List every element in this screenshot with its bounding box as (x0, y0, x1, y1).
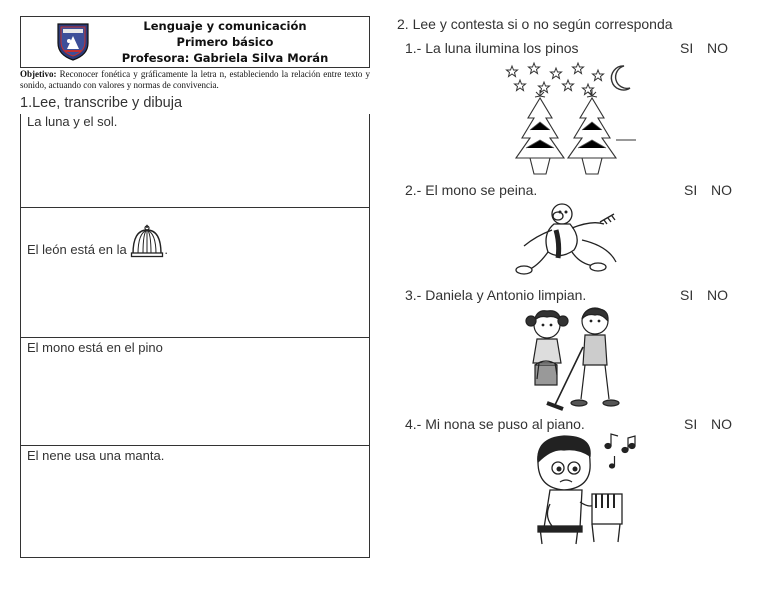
objective-label: Objetivo: (20, 69, 57, 79)
grade-title: Primero básico (176, 35, 274, 49)
section1-title: 1.Lee, transcribe y dibuja (20, 95, 183, 111)
question-1: 1.- La luna ilumina los pinos (405, 40, 579, 56)
monkey-combing-icon (512, 200, 624, 278)
q1-yes-option[interactable]: SI (680, 40, 694, 56)
q4-no-option[interactable]: NO (711, 416, 732, 432)
question-4: 4.- Mi nona se puso al piano. (405, 416, 585, 432)
question-3: 3.- Daniela y Antonio limpian. (405, 287, 587, 303)
writing-box-2[interactable] (20, 208, 370, 338)
sentence-4: El nene usa una manta. (27, 448, 165, 463)
q4-yes-option[interactable]: SI (684, 416, 698, 432)
birdcage-icon (130, 224, 164, 258)
subject-title: Lenguaje y comunicación (143, 19, 307, 33)
q1-no-option[interactable]: NO (707, 40, 728, 56)
writing-box-3[interactable] (20, 338, 370, 446)
q3-no-option[interactable]: NO (707, 287, 728, 303)
question-2: 2.- El mono se peina. (405, 182, 538, 198)
sentence-2-line (27, 224, 168, 258)
child-piano-icon (530, 432, 642, 548)
sentence-2-suffix: . (164, 242, 168, 257)
pine-trees-moon-icon (500, 60, 640, 178)
objective (20, 69, 370, 91)
section2-title: 2. Lee y contesta si o no según corresponda (397, 16, 673, 32)
q3-yes-option[interactable]: SI (680, 287, 694, 303)
children-cleaning-icon (515, 303, 627, 415)
sentence-3: El mono está en el pino (27, 340, 163, 355)
teacher-name: Profesora: Gabriela Silva Morán (121, 51, 329, 65)
q2-yes-option[interactable]: SI (684, 182, 698, 198)
q2-no-option[interactable]: NO (711, 182, 732, 198)
sentence-2: El león está en la (27, 242, 127, 257)
objective-text: Reconocer fonética y gráficamente la letra n, estableciendo la relación entre texto y sonido, actuando con valores y normas de convivencia. (20, 69, 370, 90)
sentence-1: La luna y el sol. (27, 114, 118, 129)
header-box (20, 16, 370, 68)
writing-box-4[interactable] (20, 446, 370, 558)
writing-box-1[interactable] (20, 114, 370, 208)
